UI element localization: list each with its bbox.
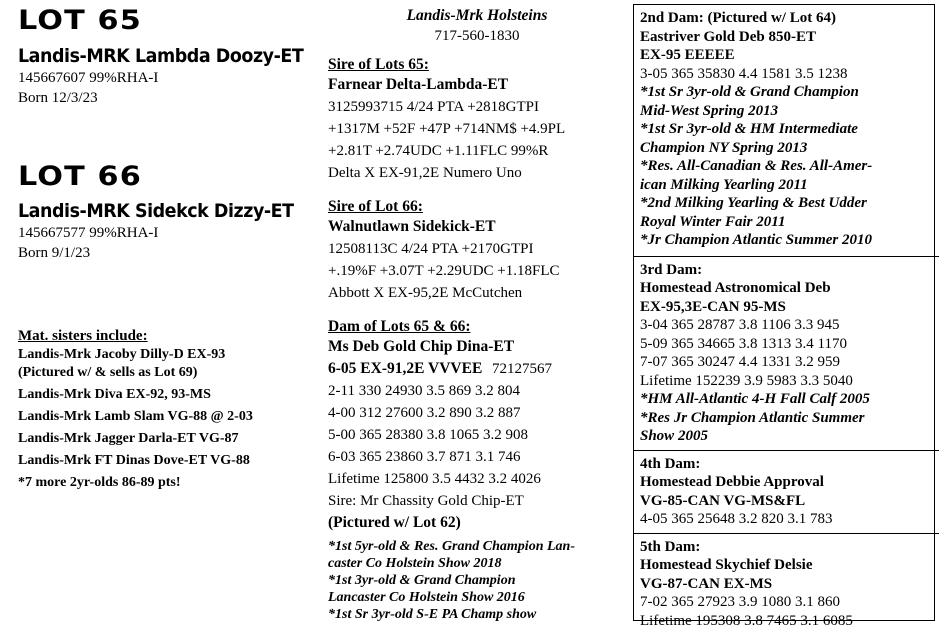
dam2-award: *1st Sr 3yr-old & Grand Champion [640, 83, 934, 102]
divider [634, 450, 939, 451]
mat-sister-item: Landis-Mrk Lamb Slam VG-88 @ 2-03 [18, 408, 310, 426]
lot-66-born: Born 9/1/23 [18, 243, 310, 263]
sire-65-line: +1317M +52F +47P +714NM$ +4.9PL [328, 119, 626, 139]
sire-66-title: Sire of Lot 66: [328, 197, 626, 217]
dam3-record: 7-07 365 30247 4.4 1331 3.2 959 [640, 353, 934, 372]
dam5-record: 7-02 365 27923 3.9 1080 3.1 860 [640, 593, 934, 612]
sire-65-line: 3125993715 4/24 PTA +2818GTPI [328, 97, 626, 117]
dam3-award: *Res Jr Champion Atlantic Summer [640, 409, 934, 428]
dam4-title: 4th Dam: [640, 455, 934, 474]
lot-65-registration: 145667607 99%RHA-I [18, 68, 310, 88]
dam2-award: *1st Sr 3yr-old & HM Intermediate [640, 120, 934, 139]
dam3-classification: EX-95,3E-CAN 95-MS [640, 298, 934, 317]
sire-65-name: Farnear Delta-Lambda-ET [328, 75, 626, 95]
dam2-award: Mid-West Spring 2013 [640, 102, 934, 121]
lot-66-cow-name: Landis-MRK Sidekck Dizzy-ET [18, 199, 287, 223]
dam3-lifetime: Lifetime 152239 3.9 5983 3.3 5040 [640, 372, 934, 391]
dam-record: 5-00 365 28380 3.8 1065 3.2 908 [328, 425, 626, 445]
dam3-award: *HM All-Atlantic 4-H Fall Calf 2005 [640, 390, 934, 409]
mat-sister-item: Landis-Mrk Jagger Darla-ET VG-87 [18, 430, 310, 448]
dam-record: 4-00 312 27600 3.2 890 3.2 887 [328, 403, 626, 423]
mat-sister-item: (Pictured w/ & sells as Lot 69) [18, 364, 310, 382]
dam-record: 2-11 330 24930 3.5 869 3.2 804 [328, 381, 626, 401]
dam2-award: ican Milking Yearling 2011 [640, 176, 934, 195]
dam2-award: *2nd Milking Yearling & Best Udder [640, 194, 934, 213]
mat-sister-item: Landis-Mrk FT Dinas Dove-ET VG-88 [18, 452, 310, 470]
middle-column [328, 0, 626, 623]
mat-sister-item: Landis-Mrk Jacoby Dilly-D EX-93 [18, 346, 310, 364]
lot-66-heading: LOT 66 [18, 162, 345, 192]
lot-65-heading: LOT 65 [18, 6, 345, 36]
dam5-lifetime: Lifetime 195308 3.8 7465 3.1 6085 [640, 612, 934, 630]
dam5-title: 5th Dam: [640, 538, 934, 557]
dam-name: Ms Deb Gold Chip Dina-ET [328, 337, 626, 357]
sire-65-line: Delta X EX-91,2E Numero Uno [328, 163, 626, 183]
dam3-record: 5-09 365 34665 3.8 1313 3.4 1170 [640, 335, 934, 354]
divider [634, 256, 939, 257]
dam4-classification: VG-85-CAN VG-MS&FL [640, 492, 934, 511]
sire-66-line: +.19%F +3.07T +2.29UDC +1.18FLC [328, 261, 626, 281]
dam-award: *1st Sr 3yr-old S-E PA Champ show [328, 606, 626, 623]
dam2-award: Royal Winter Fair 2011 [640, 213, 934, 232]
dam2-title: 2nd Dam: (Pictured w/ Lot 64) [640, 9, 934, 28]
dam2-award: *Jr Champion Atlantic Summer 2010 [640, 231, 934, 250]
dam2-name: Eastriver Gold Deb 850-ET [640, 28, 934, 47]
lot-65-born: Born 12/3/23 [18, 88, 310, 108]
lot-65-cow-name: Landis-MRK Lambda Doozy-ET [18, 44, 287, 68]
sire-66-name: Walnutlawn Sidekick-ET [328, 217, 626, 237]
dam3-name: Homestead Astronomical Deb [640, 279, 934, 298]
dam-award: *1st 3yr-old & Grand Champion [328, 572, 626, 589]
dam-record: 6-03 365 23860 3.7 871 3.1 746 [328, 447, 626, 467]
mat-sister-item: *7 more 2yr-olds 86-89 pts! [18, 474, 310, 492]
sire-65-title: Sire of Lots 65: [328, 55, 626, 75]
dam-sire: Sire: Mr Chassity Gold Chip-ET [328, 491, 626, 511]
dam5-name: Homestead Skychief Delsie [640, 556, 934, 575]
mat-sisters-list [0, 346, 310, 492]
dam-award: caster Co Holstein Show 2018 [328, 555, 626, 572]
dam-title: Dam of Lots 65 & 66: [328, 317, 626, 337]
dam2-record: 3-05 365 35830 4.4 1581 3.5 1238 [640, 65, 934, 84]
divider [634, 533, 939, 534]
dam4-record: 4-05 365 25648 3.2 820 3.1 783 [640, 510, 934, 529]
sire-66-line: Abbott X EX-95,2E McCutchen [328, 283, 626, 303]
sire-65-line: +2.81T +2.74UDC +1.11FLC 99%R [328, 141, 626, 161]
dam-lifetime: Lifetime 125800 3.5 4432 3.2 4026 [328, 469, 626, 489]
dam3-award: Show 2005 [640, 427, 934, 446]
farm-name: Landis-Mrk Holsteins [328, 6, 626, 26]
mat-sister-item: Landis-Mrk Diva EX-92, 93-MS [18, 386, 310, 404]
mat-sisters-title: Mat. sisters include: [18, 327, 310, 346]
dam2-classification: EX-95 EEEEE [640, 46, 934, 65]
lot-66-registration: 145667577 99%RHA-I [18, 223, 310, 243]
dam5-classification: VG-87-CAN EX-MS [640, 575, 934, 594]
dam-pictured: (Pictured w/ Lot 62) [328, 513, 626, 533]
dam-class-line [328, 359, 626, 379]
dam3-record: 3-04 365 28787 3.8 1106 3.3 945 [640, 316, 934, 335]
dam4-name: Homestead Debbie Approval [640, 473, 934, 492]
dam2-award: Champion NY Spring 2013 [640, 139, 934, 158]
dam-pedigree-box [633, 4, 935, 621]
dam-classification: 6-05 EX-91,2E VVVEE [328, 360, 482, 377]
farm-phone: 717-560-1830 [328, 26, 626, 46]
dam-registration: 72127567 [492, 361, 552, 377]
dam3-title: 3rd Dam: [640, 261, 934, 280]
dam-award: Lancaster Co Holstein Show 2016 [328, 589, 626, 606]
sire-66-line: 12508113C 4/24 PTA +2170GTPI [328, 239, 626, 259]
dam-award: *1st 5yr-old & Res. Grand Champion Lan- [328, 538, 626, 555]
left-column [0, 0, 310, 492]
dam2-award: *Res. All-Canadian & Res. All-Amer- [640, 157, 934, 176]
